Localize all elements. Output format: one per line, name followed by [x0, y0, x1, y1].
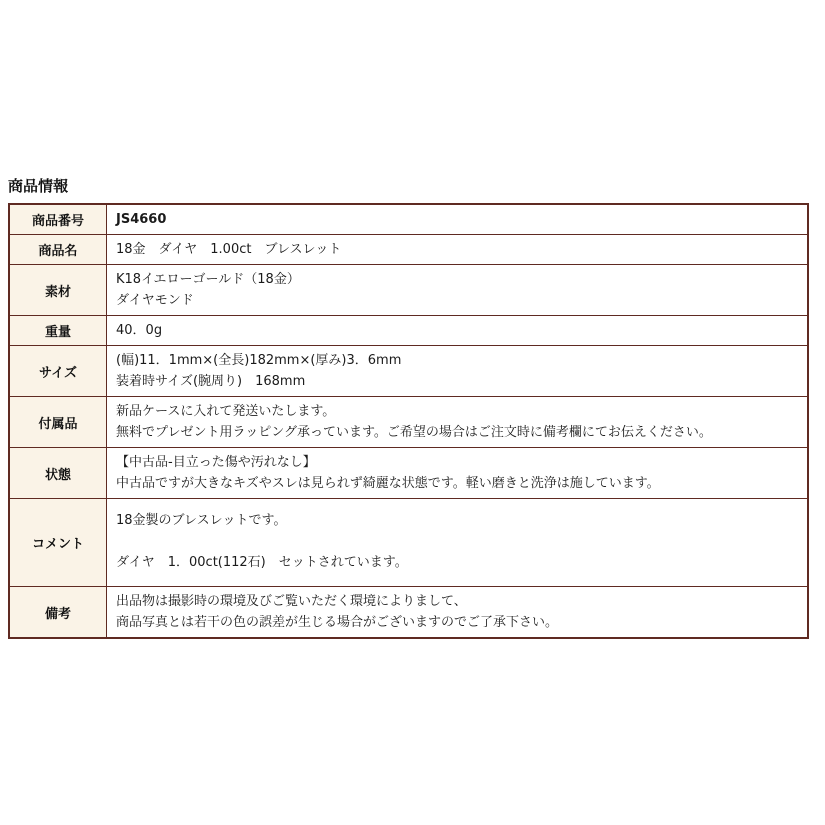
row-label: 状態	[9, 448, 107, 499]
row-label: 付属品	[9, 397, 107, 448]
table-row	[9, 204, 808, 235]
row-value-line: 【中古品-目立った傷や汚れなし】	[116, 455, 316, 470]
row-label: 商品番号	[9, 204, 107, 235]
row-value-line: 新品ケースに入れて発送いたします。	[116, 404, 336, 419]
row-value	[107, 235, 809, 265]
row-label: コメント	[9, 499, 107, 587]
section-title: 商品情報	[8, 177, 69, 195]
row-value-line: 18金製のブレスレットです。	[116, 513, 287, 528]
table-row	[9, 346, 808, 397]
row-value	[107, 265, 809, 316]
product-info-table	[8, 203, 809, 639]
row-value-line: 40．0g	[116, 323, 163, 338]
row-value-line: 無料でプレゼント用ラッピング承っています。ご希望の場合はご注文時に備考欄にてお伝えください。	[116, 425, 712, 440]
table-row	[9, 499, 808, 587]
row-label: 商品名	[9, 235, 107, 265]
table-row	[9, 265, 808, 316]
row-value	[107, 346, 809, 397]
row-label: 重量	[9, 316, 107, 346]
row-label: 備考	[9, 587, 107, 639]
product-table-body	[9, 204, 808, 638]
table-row	[9, 316, 808, 346]
table-row	[9, 448, 808, 499]
row-label: 素材	[9, 265, 107, 316]
row-value-line: 出品物は撮影時の環境及びご覧いただく環境によりまして、	[116, 594, 467, 609]
table-row	[9, 397, 808, 448]
row-value	[107, 448, 809, 499]
row-value	[107, 499, 809, 587]
row-value-line: ダイヤモンド	[116, 293, 194, 308]
row-value-line: 商品写真とは若干の色の誤差が生じる場合がございますのでご了承下さい。	[116, 615, 559, 630]
row-value	[107, 204, 809, 235]
table-row	[9, 235, 808, 265]
row-label: サイズ	[9, 346, 107, 397]
row-value	[107, 316, 809, 346]
row-value-line: JS4660	[116, 212, 167, 227]
row-value-line: 装着時サイズ(腕周り) 168mm	[116, 374, 306, 389]
row-value	[107, 587, 809, 639]
row-value-line	[116, 531, 798, 552]
row-value-line: ダイヤ 1．00ct(112石) セットされています。	[116, 555, 408, 570]
row-value-line: K18イエローゴールド（18金）	[116, 272, 300, 287]
row-value	[107, 397, 809, 448]
row-value-line: 中古品ですが大きなキズやスレは見られず綺麗な状態です。軽い磨きと洗浄は施しています。	[116, 476, 660, 491]
row-value-line: (幅)11．1mm×(全長)182mm×(厚み)3．6mm	[116, 353, 402, 368]
table-row	[9, 587, 808, 639]
row-value-line: 18金 ダイヤ 1.00ct ブレスレット	[116, 242, 342, 257]
